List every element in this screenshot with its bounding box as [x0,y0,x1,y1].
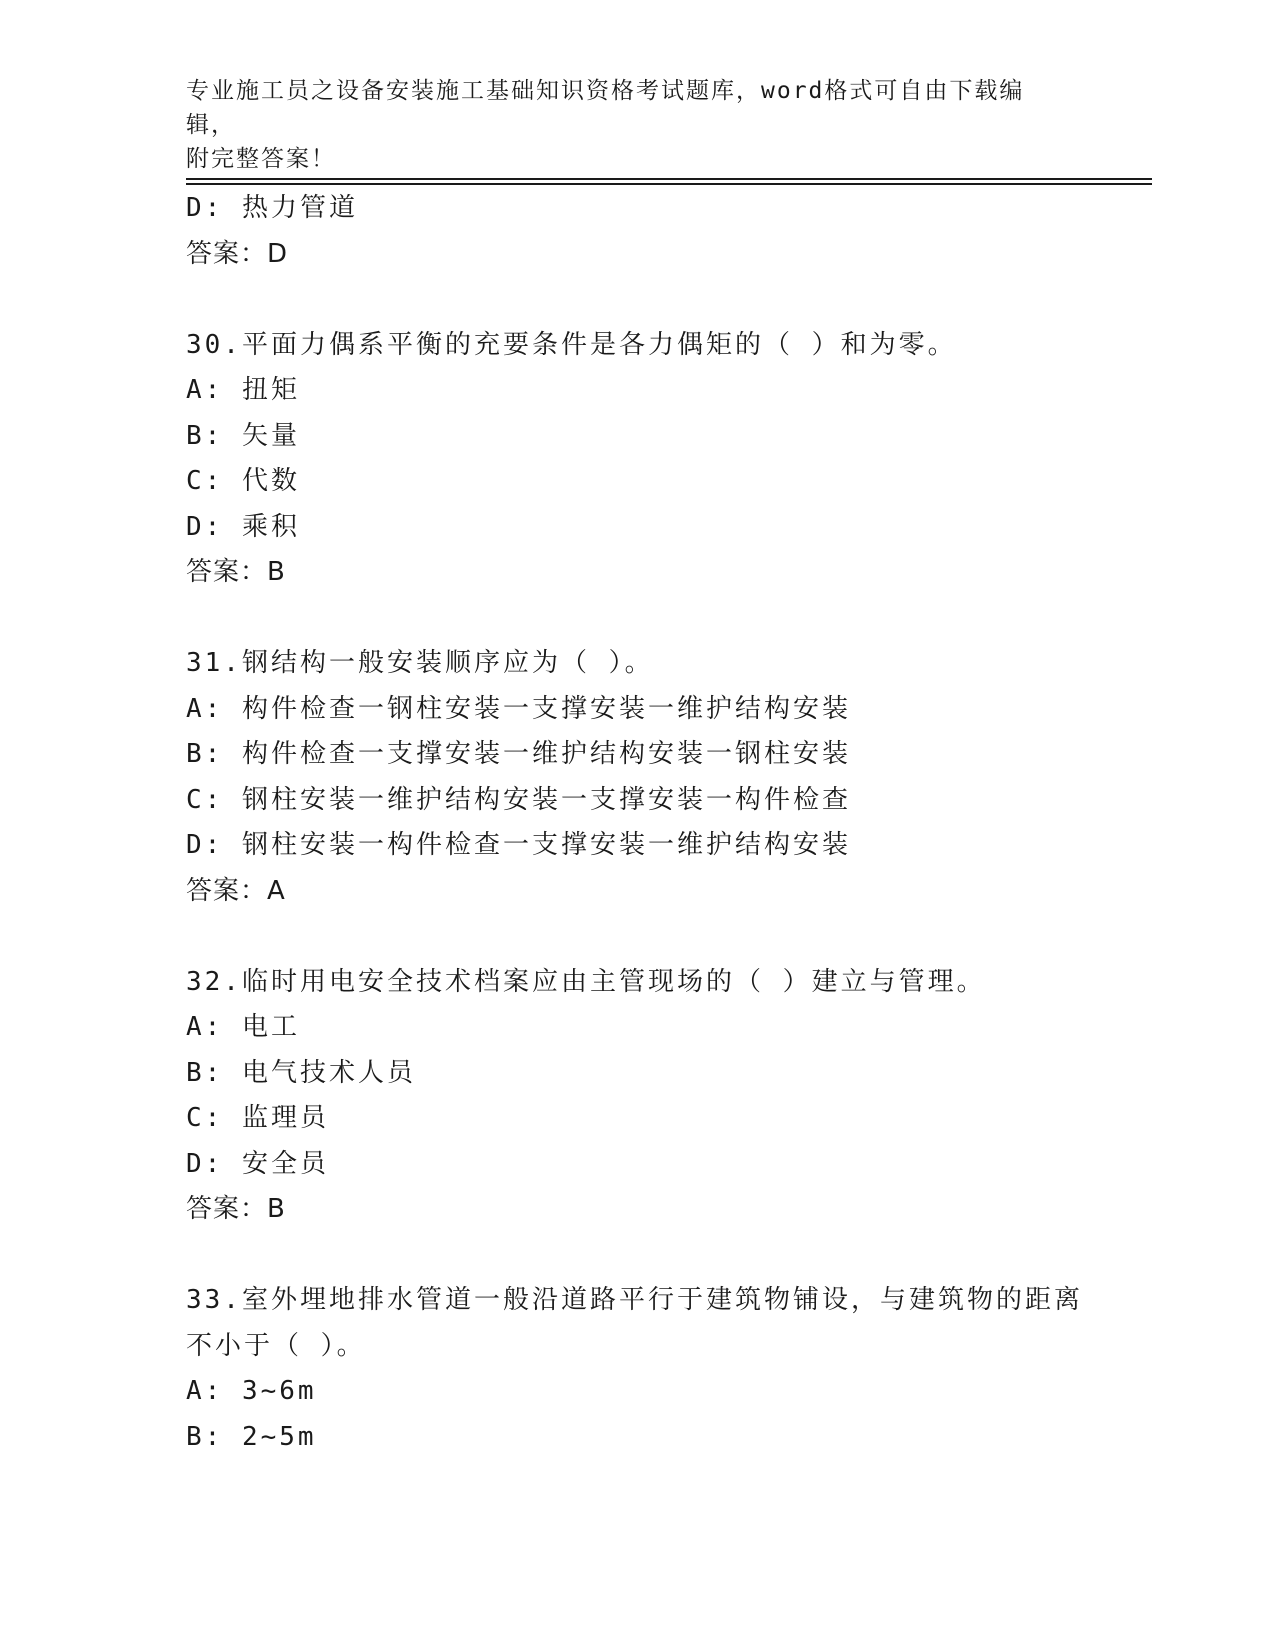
spacer [186,277,1086,323]
answer: 答案：B [186,1194,286,1224]
question-stem: 32.临时用电安全技术档案应由主管现场的（ ）建立与管理。 [186,966,986,997]
spacer [186,596,1086,642]
question-list [186,186,1086,1460]
option-c: C: 钢柱安装一维护结构安装一支撑安装一构件检查 [186,784,851,815]
question-stem: 31.钢结构一般安装顺序应为（ ）。 [186,648,654,678]
header-divider-bottom [186,183,1152,185]
header-divider-top [186,178,1152,180]
option-a: A: 扭矩 [186,375,300,405]
question-33 [186,1278,1086,1460]
option-a: A: 构件检查一钢柱安装一支撑安装一维护结构安装 [186,693,851,724]
header-line-1: 专业施工员之设备安装施工基础知识资格考试题库，word格式可自由下载编辑， [186,78,1025,138]
question-stem: 30.平面力偶系平衡的充要条件是各力偶矩的（ ）和为零。 [186,329,957,360]
question-stem-line-1: 33.室外埋地排水管道一般沿道路平行于建筑物铺设，与建筑物的距离 [186,1285,1083,1315]
option-d: D: 安全员 [186,1148,329,1179]
answer: 答案：B [186,557,286,587]
option-a: A: 电工 [186,1012,300,1042]
spacer [186,1233,1086,1279]
document-header [186,74,1066,176]
option-a: A: 3~6m [186,1376,317,1406]
question-stem-line-2: 不小于（ ）。 [186,1330,366,1361]
option-d: D: 热力管道 [186,193,358,223]
question-30 [186,323,1086,596]
option-d: D: 钢柱安装一构件检查一支撑安装一维护结构安装 [186,830,851,860]
option-b: B: 2~5m [186,1421,317,1452]
header-line-2: 附完整答案！ [186,146,336,172]
option-d: D: 乘积 [186,511,300,542]
option-c: C: 代数 [186,466,300,496]
answer: 答案：D [186,238,289,269]
option-b: B: 电气技术人员 [186,1057,416,1088]
option-c: C: 监理员 [186,1103,329,1133]
question-31 [186,641,1086,914]
option-b: B: 矢量 [186,420,300,451]
previous-question-tail [186,186,1086,277]
spacer [186,914,1086,960]
answer: 答案：A [186,875,286,906]
option-b: B: 构件检查一支撑安装一维护结构安装一钢柱安装 [186,739,851,769]
question-32 [186,960,1086,1233]
